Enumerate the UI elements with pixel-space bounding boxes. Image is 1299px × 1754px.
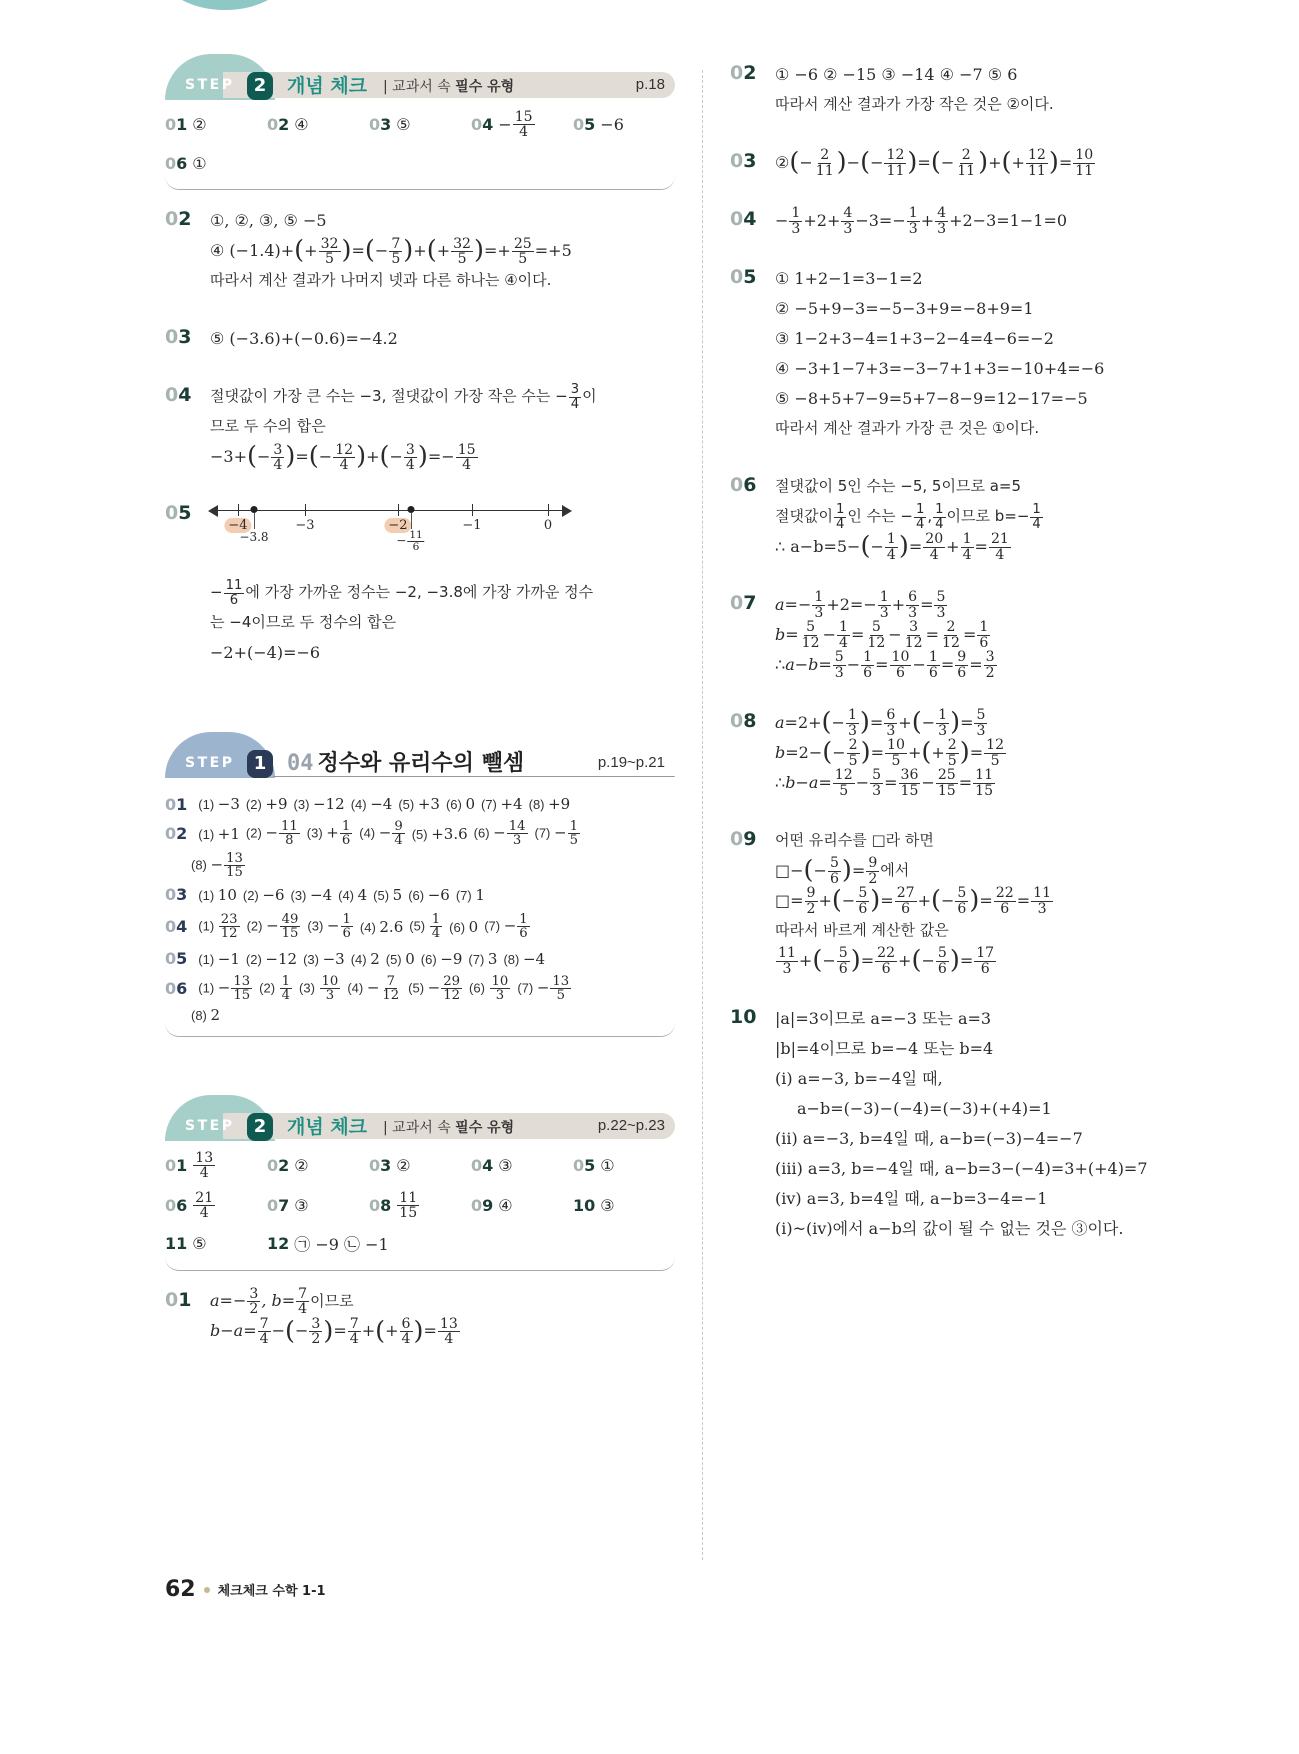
answer-item: (8) −4 xyxy=(503,949,546,968)
solution-line: a−b=(−3)−(−4)=(−3)+(+4)=1 xyxy=(797,1098,1052,1118)
step1-header xyxy=(165,746,675,778)
answer-item: (8) − $\frac{13}{15}$ xyxy=(191,850,243,880)
solution-line: 따라서 계산 결과가 나머지 넷과 다른 하나는 ④이다. xyxy=(210,271,552,290)
answer-item: (2) − $\frac{49}{15}$ xyxy=(246,912,299,942)
step-label: STEP xyxy=(185,77,235,93)
answer-item: (4) 2.6 xyxy=(359,917,404,936)
solution-03: 03 ⑤ (−3.6)+(−0.6)=−4.2 xyxy=(165,324,675,354)
answer-row: 03 (1) 10 (2) −6 (3) −4 (4) 4 (5) 5 (6) −6 (7) 1 xyxy=(165,885,485,905)
answer-item: (6) $\frac{10}{3}$ xyxy=(469,973,509,1004)
answer-item: (8) 2 xyxy=(191,1006,221,1025)
number-line-diagram xyxy=(210,500,570,560)
answer-item: (6) −6 xyxy=(408,885,450,904)
tick-label: 0 xyxy=(543,518,553,534)
answer-item: (4) 2 xyxy=(350,949,380,968)
solution-line: |b|=4이므로 b=−4 또는 b=4 xyxy=(775,1038,994,1058)
answer-item: (3) $\frac{10}{3}$ xyxy=(299,973,339,1004)
point-label: − $\frac{11}{6}$ xyxy=(396,529,423,553)
answer-item: 01 $\frac{13}{4}$ xyxy=(165,1150,214,1182)
solution-line: − $\frac{11}{6}$ 에 가장 가까운 정수는 −2, −3.8에 가장 가까운 정수 xyxy=(210,578,594,608)
solution-line: 따라서 바르게 계산한 값은 xyxy=(775,921,949,940)
answer-item: (5) $\frac{1}{4}$ xyxy=(409,912,441,942)
solution-line: 절댓값이 $\frac{1}{4}$ 인 수는 − $\frac{1}{4}$ , $\frac{1}{4}$ 이므로 b=− $\frac{1}{4}$ xyxy=(775,502,1041,532)
answer-item: (6) − $\frac{14}{3}$ xyxy=(473,819,526,849)
answer-item: 06 ① xyxy=(165,153,207,173)
solution-line: a =2+ ( − $\frac{1}{3}$ ) = $\frac{6}{3}$ + ( − $\frac{1}{3}$ ) = $\frac{5}{3}$ xyxy=(775,707,986,739)
solution-03: 03 ② ( − $\frac{2}{11}$ ) − ( − $\frac{12}{11}$ ) = ( − $\frac{2}{11}$ ) + ( + $\frac{12}{11}$ ) = $\frac{10}{11}$ xyxy=(730,148,1270,178)
step2-header-p18 xyxy=(165,68,675,100)
solution-10: 10 |a|=3이므로 a=−3 또는 a=3 |b|=4이므로 b=−4 또는 b=4 (ⅰ) a=−3, b=−4일 때, a−b=(−3)−(−4)=(−3)+(+4)=1 (ⅱ) a=−3, b=4일 때, a−b=(−3)−4=−7 (ⅲ) a=3, b=−4일 때, a−b=3−(−4)=3+(+4)=7 (ⅳ) a=3, b=4일 때, a−b=3−4=−1 (ⅰ)~(ⅳ)에서 a−b의 값이 될 수 없는 것은 ③이다. xyxy=(730,1004,1270,1244)
page-ref: p.22~p.23 xyxy=(597,1117,665,1135)
answer-item: 06 $\frac{21}{4}$ xyxy=(165,1189,214,1221)
answer-item: (4) −4 xyxy=(350,795,393,814)
answer-item: (2) −12 xyxy=(245,949,298,968)
solution-line: ④ (−1.4)+ ( + $\frac{32}{5}$ ) = ( − $\frac{7}{5}$ ) + ( + $\frac{32}{5}$ ) =+ $\frac{25}{5}$ =+5 xyxy=(210,235,572,267)
page-ref: p.19~p.21 xyxy=(597,754,665,772)
solution-line: ① 1+2−1=3−1=2 xyxy=(775,268,923,288)
page-ref: p.18 xyxy=(635,76,665,93)
answer-item: (1) −3 xyxy=(198,795,240,814)
solution-08: 08 a =2+ ( − $\frac{1}{3}$ ) = $\frac{6}{3}$ + ( − $\frac{1}{3}$ ) = $\frac{5}{3}$ b =2− ( − $\frac{2}{5}$ ) = $\frac{10}{5}$ + ( + $\frac{2}{5}$ ) = $\frac{12}{5}$ ∴ b − a = $\frac{12}{5}$ − $\frac{5}{3}$ = $\frac{36}{15}$ − $\frac{25}{15}$ = $\frac{11}{15}$ xyxy=(730,708,1270,798)
arrow-right-icon xyxy=(562,505,572,517)
answer-item: 04 ③ xyxy=(471,1156,513,1176)
answer-item: 03 ② xyxy=(369,1156,411,1176)
page-footer xyxy=(165,1577,326,1602)
arrow-left-icon xyxy=(208,505,218,517)
solution-line: (ⅳ) a=3, b=4일 때, a−b=3−4=−1 xyxy=(775,1188,1048,1208)
solution-line: (ⅲ) a=3, b=−4일 때, a−b=3−(−4)=3+(+4)=7 xyxy=(775,1158,1148,1178)
answer-item: (7) 1 xyxy=(455,885,485,904)
answer-item: (3) − $\frac{1}{6}$ xyxy=(307,912,351,942)
answer-item: (5) +3 xyxy=(398,795,440,814)
answer-item: (8) +9 xyxy=(528,795,571,814)
answer-item: (2) − $\frac{11}{8}$ xyxy=(245,819,298,849)
answer-item: (1) −1 xyxy=(198,949,240,968)
solution-02: 02 ①, ②, ③, ⑤ −5 ④ (−1.4)+ ( + $\frac{32}{5}$ ) = ( − $\frac{7}{5}$ ) + ( + $\frac{32}{5}$ ) =+ $\frac{25}{5}$ =+5 따라서 계산 결과가 나머지 넷과 다른 하나는 ④이다. xyxy=(165,206,675,296)
solution-line: − $\frac{1}{3}$ +2+ $\frac{4}{3}$ −3=− $\frac{1}{3}$ + $\frac{4}{3}$ +2−3=1−1=0 xyxy=(775,205,1068,237)
solution-line: ∴ b − a = $\frac{12}{5}$ − $\frac{5}{3}$ = $\frac{36}{15}$ − $\frac{25}{15}$ = $\frac{11}{15}$ xyxy=(775,767,994,799)
solution-line: ⑤ −8+5+7−9=5+7−8−9=12−17=−5 xyxy=(775,388,1088,408)
right-column xyxy=(730,60,1270,1272)
tick-label: −1 xyxy=(462,518,482,534)
answer-item: 02 ④ xyxy=(267,115,309,135)
solution-line: (ⅱ) a=−3, b=4일 때, a−b=(−3)−4=−7 xyxy=(775,1128,1083,1148)
answer-box-step1 xyxy=(165,784,675,1037)
section-subtitle: | 교과서 속 필수 유형 xyxy=(383,79,515,95)
answer-item: 07 ③ xyxy=(267,1195,309,1215)
point-label: −3.8 xyxy=(239,530,269,545)
solution-line: (ⅰ) a=−3, b=−4일 때, xyxy=(775,1068,943,1088)
answer-item: (2) $\frac{1}{4}$ xyxy=(259,973,291,1004)
answer-item: (7) 3 xyxy=(468,949,498,968)
answer-item: (2) +9 xyxy=(245,795,288,814)
answer-item: (5) 5 xyxy=(373,885,403,904)
answer-item: (3) + $\frac{1}{6}$ xyxy=(306,819,351,849)
solution-09: 09 어떤 유리수를 □라 하면 □− ( − $\frac{5}{6}$ ) = $\frac{9}{2}$ 에서 □= $\frac{9}{2}$ + ( − $\frac{5}{6}$ ) = $\frac{27}{6}$ + ( − $\frac{5}{6}$ ) = $\frac{22}{6}$ = $\frac{11}{3}$ 따라서 바르게 계산한 값은 $\frac{11}{3}$ + ( − $\frac{5}{6}$ ) = $\frac{22}{6}$ + ( − $\frac{5}{6}$ ) = $\frac{17}{6}$ xyxy=(730,826,1270,976)
solution-06: 06 절댓값이 5인 수는 −5, 5이므로 a=5 절댓값이 $\frac{1}{4}$ 인 수는 − $\frac{1}{4}$ , $\frac{1}{4}$ 이므로 b=− $\frac{1}{4}$ ∴ a−b=5− ( − $\frac{1}{4}$ ) = $\frac{20}{4}$ + $\frac{1}{4}$ = $\frac{21}{4}$ xyxy=(730,472,1270,562)
solution-line: ② −5+9−3=−5−3+9=−8+9=1 xyxy=(775,298,1034,318)
solution-02: 02 ① −6 ② −15 ③ −14 ④ −7 ⑤ 6 따라서 계산 결과가 가장 작은 것은 ②이다. xyxy=(730,60,1270,120)
answer-item: (7) − $\frac{1}{6}$ xyxy=(484,912,528,942)
answer-item: (1) +1 xyxy=(198,824,240,843)
step-number: 1 xyxy=(247,750,273,778)
answer-row: 05 (1) −1 (2) −12 (3) −3 (4) 2 (5) 0 (6) −9 (7) 3 (8) −4 xyxy=(165,949,546,969)
answer-item: 03 ⑤ xyxy=(369,115,411,135)
solution-07: 07 a =− $\frac{1}{3}$ +2=− $\frac{1}{3}$ + $\frac{6}{3}$ = $\frac{5}{3}$ b = $\frac{5}{12}$ − $\frac{1}{4}$ = $\frac{5}{12}$ − $\frac{3}{12}$ = $\frac{2}{12}$ = $\frac{1}{6}$ ∴ a − b = $\frac{5}{3}$ − $\frac{1}{6}$ = $\frac{10}{6}$ − $\frac{1}{6}$ = $\frac{9}{6}$ = $\frac{3}{2}$ xyxy=(730,590,1270,680)
solution-line: b = $\frac{5}{12}$ − $\frac{1}{4}$ = $\frac{5}{12}$ − $\frac{3}{12}$ = $\frac{2}{12}$ = $\frac{1}{6}$ xyxy=(775,619,989,651)
answer-row: 06 (1) − $\frac{13}{15}$ (2) $\frac{1}{4}$ (3) $\frac{10}{3}$ (4) − $\frac{7}{12}$ (5) − $\frac{29}{12}$ (6) $\frac{10}{3}$ (7) − $\frac{13}{5}$ (8) 2 xyxy=(165,975,675,1024)
answer-item: (4) 4 xyxy=(338,885,368,904)
answer-item: (6) 0 xyxy=(449,917,479,936)
answer-item: 12 ㉠ −9 ㉡ −1 xyxy=(267,1234,389,1255)
answer-item: (5) 0 xyxy=(385,949,415,968)
solution-line: ①, ②, ③, ⑤ −5 xyxy=(210,210,327,230)
solution-line: (ⅰ)~(ⅳ)에서 a−b의 값이 될 수 없는 것은 ③이다. xyxy=(775,1218,1124,1238)
answer-item: (5) +3.6 xyxy=(411,824,468,843)
answer-item: (5) − $\frac{29}{12}$ xyxy=(408,973,461,1004)
answer-item: 09 ④ xyxy=(471,1195,513,1215)
solution-line: −2+(−4)=−6 xyxy=(210,642,321,662)
left-column xyxy=(165,68,675,1375)
answer-item: 11 ⑤ xyxy=(165,1234,207,1254)
answer-item: (1) − $\frac{13}{15}$ xyxy=(198,973,251,1004)
answer-item: 04 − $\frac{15}{4}$ xyxy=(471,109,533,141)
step-label: STEP xyxy=(185,1118,235,1135)
solution-line: b−a= $\frac{7}{4}$ − ( − $\frac{3}{2}$ ) = $\frac{7}{4}$ + ( + $\frac{6}{4}$ ) = $\frac{13}{4}$ xyxy=(210,1315,458,1348)
solution-05: 05 ① 1+2−1=3−1=2 ② −5+9−3=−5−3+9=−8+9=1 ③ 1−2+3−4=1+3−2−4=4−6=−2 ④ −3+1−7+3=−3−7+1+3=−10+4=−6 ⑤ −8+5+7−9=5+7−8−9=12−17=−5 따라서 계산 결과가 가장 큰 것은 ①이다. xyxy=(730,264,1270,444)
section-title: 개념 체크 xyxy=(287,75,368,97)
solution-line: ② ( − $\frac{2}{11}$ ) − ( − $\frac{12}{11}$ ) = ( − $\frac{2}{11}$ ) + ( + $\frac{12}{11}$ ) = $\frac{10}{11}$ xyxy=(775,147,1094,179)
solution-line: −3+ ( − $\frac{3}{4}$ ) = ( − $\frac{12}{4}$ ) + ( − $\frac{3}{4}$ ) =− $\frac{15}{4}$ xyxy=(210,441,476,473)
answer-box-p18 xyxy=(165,106,675,190)
step-number: 2 xyxy=(247,1113,273,1141)
step-label: STEP xyxy=(185,755,235,772)
page-number: 62 xyxy=(165,1577,196,1602)
solution-line: ∴ a − b = $\frac{5}{3}$ − $\frac{1}{6}$ = $\frac{10}{6}$ − $\frac{1}{6}$ = $\frac{9}{6}$ = $\frac{3}{2}$ xyxy=(775,649,995,681)
solution-line: a =− $\frac{1}{3}$ +2=− $\frac{1}{3}$ + $\frac{6}{3}$ = $\frac{5}{3}$ xyxy=(775,589,946,621)
solution-01: 01 a=− $\frac{3}{2}$ , b= $\frac{7}{4}$ 이므로 b−a= $\frac{7}{4}$ − ( − $\frac{3}{2}$ ) = $\frac{7}{4}$ + ( + $\frac{6}{4}$ ) = $\frac{13}{4}$ xyxy=(165,1287,675,1347)
step2-header-p22 xyxy=(165,1109,675,1141)
answer-row: 04 (1) $\frac{23}{12}$ (2) − $\frac{49}{15}$ (3) − $\frac{1}{6}$ (4) 2.6 (5) $\frac{1}{4}$ (6) 0 (7) − $\frac{1}{6}$ xyxy=(165,911,675,943)
answer-item: (7) − $\frac{1}{5}$ xyxy=(534,819,578,849)
section-title: 04 정수와 유리수의 뺄셈 xyxy=(287,751,525,777)
solution-line: 는 −4이므로 두 정수의 합은 xyxy=(210,613,397,632)
solution-line: □− ( − $\frac{5}{6}$ ) = $\frac{9}{2}$ 에서 xyxy=(775,855,910,887)
answer-box-p22 xyxy=(165,1147,675,1270)
answer-item: (3) −12 xyxy=(293,795,345,814)
tick-label: −3 xyxy=(295,518,315,534)
solution-04: 04 절댓값이 가장 큰 수는 −3, 절댓값이 가장 작은 수는 − $\frac{3}{4}$ 이 므로 두 수의 합은 −3+ ( − $\frac{3}{4}$ ) = ( − $\frac{12}{4}$ ) + ( − $\frac{3}{4}$ ) =− $\frac{15}{4}$ xyxy=(165,382,675,472)
solution-line: ① −6 ② −15 ③ −14 ④ −7 ⑤ 6 xyxy=(775,64,1018,84)
answer-item: 01 ② xyxy=(165,115,207,135)
answer-row: 02 (1) +1 (2) − $\frac{11}{8}$ (3) + $\frac{1}{6}$ (4) − $\frac{9}{4}$ (5) +3.6 (6) − $\frac{14}{3}$ (7) − $\frac{1}{5}$ (8) − $\frac{13}{15}$ xyxy=(165,820,675,879)
column-divider xyxy=(702,70,703,1560)
solution-line: ④ −3+1−7+3=−3−7+1+3=−10+4=−6 xyxy=(775,358,1105,378)
section-title: 개념 체크 xyxy=(287,1116,368,1139)
solution-line: ∴ a−b=5− ( − $\frac{1}{4}$ ) = $\frac{20}{4}$ + $\frac{1}{4}$ = $\frac{21}{4}$ xyxy=(775,531,1009,563)
answer-item: 08 $\frac{11}{15}$ xyxy=(369,1189,418,1221)
solution-04: 04 − $\frac{1}{3}$ +2+ $\frac{4}{3}$ −3=− $\frac{1}{3}$ + $\frac{4}{3}$ +2−3=1−1=0 xyxy=(730,206,1270,236)
answer-item: (7) − $\frac{13}{5}$ xyxy=(517,973,570,1004)
answer-item: (7) +4 xyxy=(480,795,523,814)
decorative-blob xyxy=(160,0,290,10)
answer-item: (6) 0 xyxy=(445,795,475,814)
answer-item: (6) −9 xyxy=(420,949,463,968)
answer-item: (4) − $\frac{9}{4}$ xyxy=(359,819,403,849)
answer-item: 05 −6 xyxy=(573,115,624,135)
section-subtitle: | 교과서 속 필수 유형 xyxy=(383,1120,515,1137)
solution-line: |a|=3이므로 a=−3 또는 a=3 xyxy=(775,1008,992,1028)
solution-line: 따라서 계산 결과가 가장 작은 것은 ②이다. xyxy=(775,95,1054,114)
answer-item: 05 ① xyxy=(573,1156,615,1176)
bullet-dot-icon xyxy=(204,1587,210,1593)
answer-item: 10 ③ xyxy=(573,1195,615,1215)
solution-line: 절댓값이 5인 수는 −5, 5이므로 a=5 xyxy=(775,477,1022,496)
answer-item: (1) $\frac{23}{12}$ xyxy=(198,912,238,942)
solution-line: 어떤 유리수를 □라 하면 xyxy=(775,831,934,850)
solution-line: 므로 두 수의 합은 xyxy=(210,417,326,436)
book-title: 체크체크 수학 1-1 xyxy=(217,1584,326,1599)
answer-row: 01 (1) −3 (2) +9 (3) −12 (4) −4 (5) +3 (6) 0 (7) +4 (8) +9 xyxy=(165,794,571,814)
solution-line: a=− $\frac{3}{2}$ , b= $\frac{7}{4}$ 이므로 xyxy=(210,1286,354,1318)
answer-item: (4) − $\frac{7}{12}$ xyxy=(347,973,400,1004)
solution-line: $\frac{11}{3}$ + ( − $\frac{5}{6}$ ) = $\frac{22}{6}$ + ( − $\frac{5}{6}$ ) = $\frac{17}{6}$ xyxy=(778,945,995,977)
tick-label-highlighted: −2 xyxy=(384,518,411,533)
answer-item: (3) −4 xyxy=(290,885,333,904)
solution-line: □= $\frac{9}{2}$ + ( − $\frac{5}{6}$ ) = $\frac{27}{6}$ + ( − $\frac{5}{6}$ ) = $\frac{22}{6}$ = $\frac{11}{3}$ xyxy=(775,885,1052,917)
solution-line: ⑤ (−3.6)+(−0.6)=−4.2 xyxy=(210,328,398,348)
solution-line: ③ 1−2+3−4=1+3−2−4=4−6=−2 xyxy=(775,328,1054,348)
answer-item: (1) 10 xyxy=(198,885,237,904)
answer-item: (2) −6 xyxy=(242,885,285,904)
solution-line: 절댓값이 가장 큰 수는 −3, 절댓값이 가장 작은 수는 − $\frac{3}{4}$ 이 xyxy=(210,382,597,412)
solution-05: 05 −4 −3 −2 −1 0 −3.8 − $\frac{11}{6}$ − $\frac{11}{6}$ 에 가장 가까운 정수는 −2, −3.8에 가장 가까운 정수 는 −4이므로 두 정수의 합은 −2+(−4)=−6 xyxy=(165,500,675,668)
solution-line: b =2− ( − $\frac{2}{5}$ ) = $\frac{10}{5}$ + ( + $\frac{2}{5}$ ) = $\frac{12}{5}$ xyxy=(775,737,1005,769)
answer-item: (3) −3 xyxy=(303,949,345,968)
answer-item: 02 ② xyxy=(267,1156,309,1176)
step-number: 2 xyxy=(247,72,273,100)
tick-label-highlighted: −4 xyxy=(224,518,251,533)
solution-line: 따라서 계산 결과가 가장 큰 것은 ①이다. xyxy=(775,419,1040,438)
